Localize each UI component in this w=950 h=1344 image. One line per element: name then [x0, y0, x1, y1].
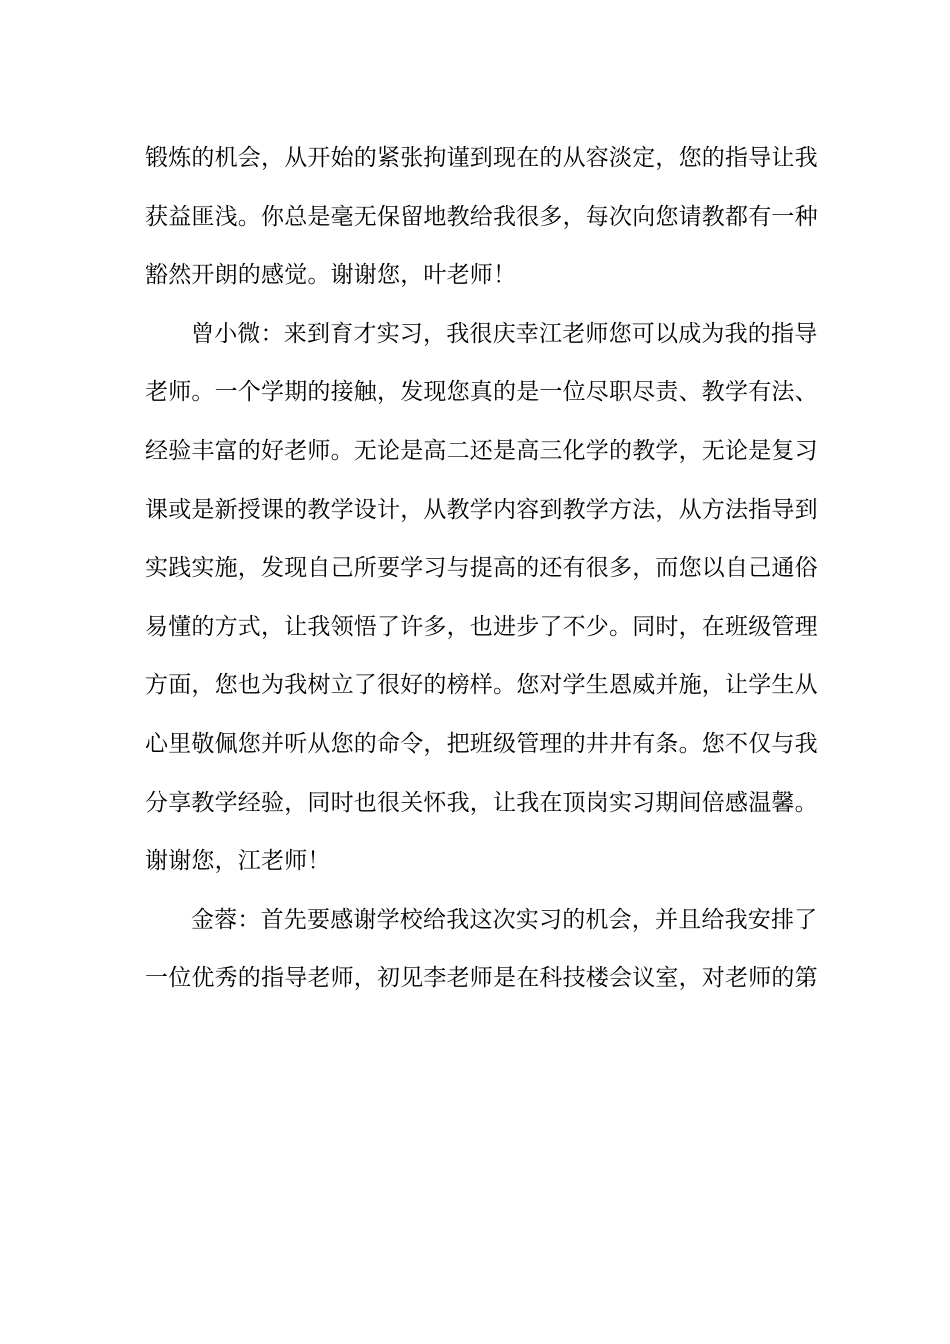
paragraph-2: [145, 305, 818, 891]
text-line: 易懂的方式，让我领悟了许多，也进步了不少。同时，在班级管理: [145, 613, 818, 640]
text-line: 曾小微：来到育才实习，我很庆幸江老师您可以成为我的指导: [191, 320, 818, 347]
text-line: 豁然开朗的感觉。谢谢您，叶老师！: [145, 262, 517, 289]
text-line: 获益匪浅。你总是毫无保留地教给我很多，每次向您请教都有一种: [145, 203, 818, 230]
text-line: 方面，您也为我树立了很好的榜样。您对学生恩威并施，让学生从: [145, 672, 818, 699]
text-line: 实践实施，发现自己所要学习与提高的还有很多，而您以自己通俗: [145, 555, 818, 582]
text-line: 谢谢您，江老师！: [145, 848, 331, 875]
text-line: 锻炼的机会，从开始的紧张拘谨到现在的从容淡定，您的指导让我: [145, 145, 818, 171]
text-line: 心里敬佩您并听从您的命令，把班级管理的井井有条。您不仅与我: [145, 730, 818, 757]
text-line: 分享教学经验，同时也很关怀我，让我在顶岗实习期间倍感温馨。: [145, 789, 818, 816]
text-line: 老师。一个学期的接触，发现您真的是一位尽职尽责、教学有法、: [145, 379, 818, 406]
paragraph-1: [145, 129, 818, 305]
text-line: 金蓉：首先要感谢学校给我这次实习的机会，并且给我安排了: [191, 906, 818, 933]
document-page: [145, 129, 818, 1008]
text-line: 课或是新授课的教学设计，从教学内容到教学方法，从方法指导到: [145, 496, 818, 523]
text-line: 一位优秀的指导老师，初见李老师是在科技楼会议室，对老师的第: [145, 965, 818, 992]
paragraph-3: [145, 891, 818, 1008]
text-line: 经验丰富的好老师。无论是高二还是高三化学的教学，无论是复习: [145, 437, 818, 464]
